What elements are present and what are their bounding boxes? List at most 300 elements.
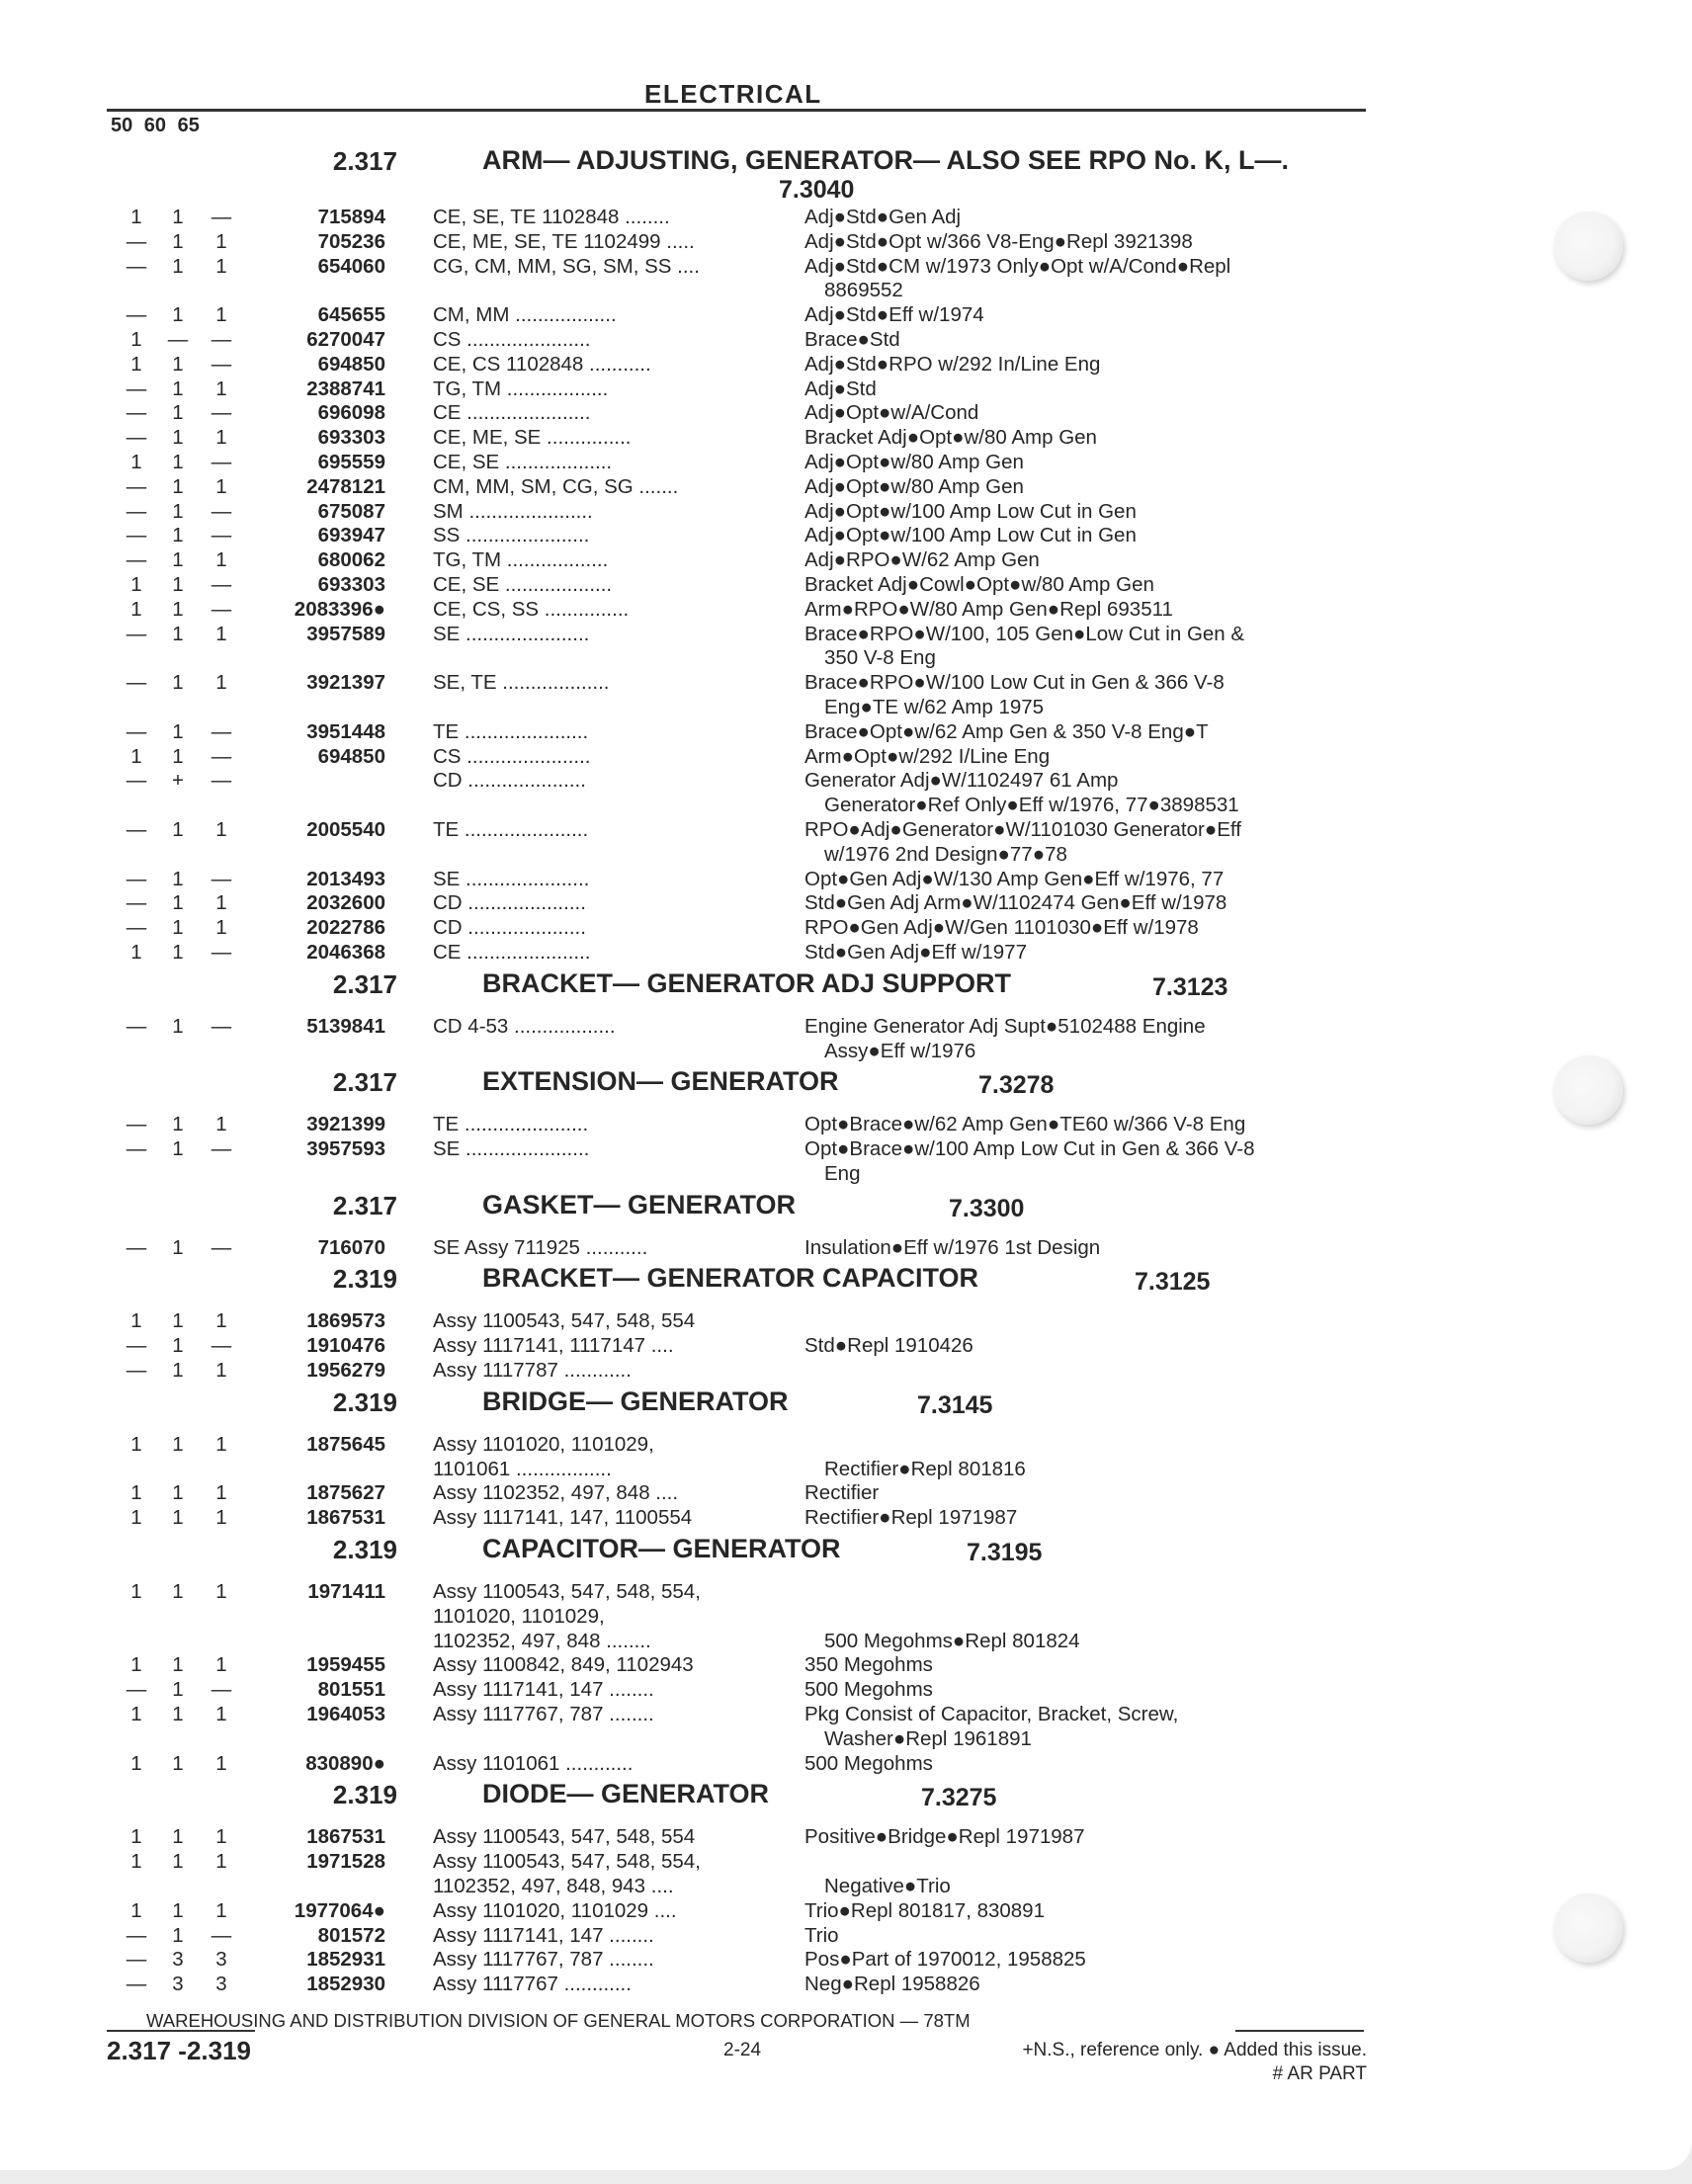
section-name: GASKET— GENERATOR	[482, 1189, 797, 1219]
qty-1950: 1	[130, 1309, 142, 1333]
model-description: TE ......................	[433, 719, 589, 743]
table-row	[0, 769, 1692, 818]
table-row	[0, 524, 1692, 548]
part-number: 3921399	[306, 1113, 385, 1136]
section-number: 2.317	[332, 1190, 397, 1220]
qty-1960: 1	[172, 940, 184, 964]
table-row	[0, 378, 1692, 402]
qty-1960: 1	[172, 548, 184, 572]
table-row	[0, 451, 1692, 475]
qty-1950: 1	[130, 1653, 142, 1677]
section-code: 7.3125	[1135, 1268, 1211, 1297]
part-number: 654060	[317, 254, 385, 278]
part-number: 694850	[317, 352, 385, 376]
part-number: 2032600	[306, 891, 385, 915]
usage-note: Opt●Brace●w/62 Amp Gen●TE60 w/366 V-8 Eng	[804, 1113, 1246, 1136]
qty-1950: —	[126, 817, 147, 841]
qty-1960: 1	[172, 303, 184, 327]
model-description: CE, CS, SS ...............	[433, 597, 630, 621]
model-description: CE, CS 1102848 ...........	[433, 352, 651, 376]
model-description: CD .....................	[433, 916, 586, 940]
model-description: Assy 1100543, 547, 548, 554	[433, 1825, 696, 1849]
table-row	[0, 1703, 1692, 1752]
part-number: 3957589	[306, 622, 385, 645]
qty-1965: 1	[215, 1309, 227, 1333]
qty-1950: —	[126, 1973, 147, 1996]
usage-note: Trio●Repl 801817, 830891	[804, 1898, 1045, 1922]
table-row	[0, 548, 1692, 573]
section-code: 7.3275	[921, 1784, 997, 1812]
footer-rule	[1235, 2030, 1364, 2032]
usage-note: Arm●RPO●W/80 Amp Gen●Repl 693511	[804, 597, 1173, 621]
qty-1950: —	[126, 769, 147, 793]
section-code: 7.3300	[949, 1194, 1025, 1222]
model-description: Assy 1117141, 147 ........	[433, 1923, 654, 1947]
usage-note: Brace●RPO●W/100, 105 Gen●Low Cut in Gen &	[804, 622, 1245, 645]
section-header	[0, 1531, 1692, 1580]
part-number: 705236	[317, 229, 385, 253]
qty-1960: 1	[172, 1014, 184, 1038]
model-description: CG, CM, MM, SG, SM, SS ....	[433, 254, 700, 278]
qty-1965: —	[211, 719, 232, 743]
qty-1965: 1	[215, 1432, 227, 1456]
qty-1965: 1	[215, 1751, 227, 1775]
model-description: CD 4-53 ..................	[433, 1014, 616, 1038]
qty-1965: 1	[215, 377, 227, 400]
part-number: 1910476	[306, 1334, 385, 1358]
table-row	[0, 1973, 1692, 1997]
qty-1960: —	[167, 327, 189, 351]
usage-note: Opt●Brace●w/100 Amp Low Cut in Gen & 366 V-8	[804, 1137, 1255, 1161]
qty-1950: —	[126, 719, 147, 743]
usage-note: Adj●Std●Eff w/1974	[804, 303, 984, 327]
qty-1960: 3	[172, 1948, 184, 1972]
part-number: 675087	[317, 499, 385, 523]
usage-note: 500 Megohms●Repl 801824	[824, 1629, 1080, 1652]
table-row	[0, 303, 1692, 328]
section-range: 2.317 -2.319	[107, 2036, 252, 2065]
section-header	[0, 1260, 1692, 1309]
qty-1960: 1	[172, 817, 184, 841]
part-number: 694850	[317, 744, 385, 768]
qty-1950: —	[126, 1014, 147, 1038]
usage-note: RPO●Adj●Generator●W/1101030 Generator●Eff	[804, 817, 1241, 841]
part-number: 1956279	[306, 1359, 385, 1383]
qty-1960: 1	[172, 352, 184, 376]
qty-1950: 1	[130, 1580, 142, 1604]
part-number: 1977064●	[294, 1898, 385, 1922]
usage-note: Trio	[804, 1923, 839, 1947]
qty-1950: —	[126, 548, 147, 572]
qty-1965: 1	[215, 891, 227, 915]
section-number: 2.319	[332, 1535, 397, 1565]
qty-1965: 1	[215, 1850, 227, 1874]
usage-note: Insulation●Eff w/1976 1st Design	[804, 1235, 1101, 1259]
usage-note: Brace●Std	[804, 327, 900, 351]
usage-note: Adj●Opt●w/A/Cond	[804, 401, 979, 425]
part-number: 645655	[317, 303, 385, 327]
part-number: 830890●	[305, 1751, 385, 1775]
qty-1965: 3	[215, 1973, 227, 1996]
model-description: SE ......................	[433, 1137, 590, 1161]
usage-note: Std●Repl 1910426	[804, 1334, 973, 1358]
qty-1965: —	[211, 1014, 232, 1038]
qty-1950: 1	[130, 1898, 142, 1922]
section-name: EXTENSION— GENERATOR	[482, 1066, 839, 1097]
usage-note: Assy●Eff w/1976	[824, 1039, 976, 1062]
qty-1960: +	[172, 769, 184, 793]
section-name: ARM— ADJUSTING, GENERATOR— ALSO SEE RPO No. K, L—.	[482, 145, 1290, 175]
table-row	[0, 1653, 1692, 1678]
model-description: CM, MM, SM, CG, SG .......	[433, 474, 679, 498]
table-row	[0, 1015, 1692, 1064]
qty-1960: 1	[172, 426, 184, 450]
part-number: 2388741	[306, 377, 385, 400]
table-row	[0, 475, 1692, 500]
qty-1965: —	[211, 744, 232, 768]
qty-1960: 1	[172, 1481, 184, 1505]
qty-1965: 1	[215, 622, 227, 645]
qty-1965: 1	[215, 426, 227, 450]
table-row	[0, 1825, 1692, 1850]
qty-1950: —	[126, 1137, 147, 1161]
qty-1950: —	[126, 254, 147, 278]
qty-1960: 1	[172, 1334, 184, 1358]
table-row	[0, 1948, 1692, 1973]
qty-1960: 1	[172, 1235, 184, 1259]
usage-note: Brace●RPO●W/100 Low Cut in Gen & 366 V-8	[804, 671, 1225, 695]
footer-division: WAREHOUSING AND DISTRIBUTION DIVISION OF GENERAL MOTORS CORPORATION — 78TM	[146, 2010, 971, 2031]
qty-1965: —	[211, 1678, 232, 1702]
part-number: 1852930	[306, 1973, 385, 1996]
qty-1950: —	[126, 303, 147, 327]
part-number: 2083396●	[294, 597, 385, 621]
qty-1960: 1	[172, 867, 184, 890]
section-name: BRACKET— GENERATOR ADJ SUPPORT	[482, 967, 1012, 998]
table-row	[0, 573, 1692, 598]
table-row	[0, 1924, 1692, 1949]
model-description: Assy 1117141, 147 ........	[433, 1678, 654, 1702]
model-description: TE ......................	[433, 1113, 589, 1136]
qty-1965: 1	[215, 1506, 227, 1530]
usage-note: Adj●RPO●W/62 Amp Gen	[804, 548, 1040, 572]
model-description: SE ......................	[433, 867, 590, 890]
qty-1965: —	[211, 1137, 232, 1161]
section-number: 2.319	[332, 1780, 397, 1810]
qty-1965: —	[211, 450, 232, 473]
section-number: 2.319	[332, 1386, 397, 1417]
page-title: ELECTRICAL	[644, 79, 822, 109]
qty-1950: —	[126, 916, 147, 940]
table-row	[0, 426, 1692, 451]
model-description: Assy 1117767, 787 ........	[433, 1703, 654, 1726]
qty-1950: 1	[130, 1703, 142, 1726]
qty-1965: 1	[215, 1359, 227, 1383]
section-code: 7.3040	[779, 176, 855, 204]
qty-1950: —	[126, 891, 147, 915]
qty-1965: —	[211, 499, 232, 523]
qty-1965: —	[211, 1334, 232, 1358]
qty-1950: 1	[130, 1850, 142, 1874]
qty-1965: 1	[215, 817, 227, 841]
part-number: 1875645	[306, 1432, 385, 1456]
part-number: 716070	[317, 1235, 385, 1259]
section-number: 2.317	[332, 1067, 397, 1098]
model-description: Assy 1117787 ............	[433, 1359, 632, 1383]
usage-note: Rectifier●Repl 1971987	[804, 1506, 1018, 1530]
model-description: CM, MM ..................	[433, 303, 617, 327]
usage-note	[804, 1605, 1397, 1630]
section-header	[0, 1776, 1692, 1825]
table-row	[0, 1236, 1692, 1261]
qty-1960: 1	[172, 1653, 184, 1677]
part-number: 2013493	[306, 867, 385, 890]
qty-1950: —	[126, 1948, 147, 1972]
model-description: CE, SE ...................	[433, 450, 613, 473]
table-row	[0, 1580, 1692, 1653]
table-row	[0, 941, 1692, 966]
model-description: TG, TM ..................	[433, 548, 609, 572]
qty-1965: —	[211, 401, 232, 425]
usage-note: Adj●Std●CM w/1973 Only●Opt w/A/Cond●Repl	[804, 254, 1231, 278]
qty-1960: 1	[172, 744, 184, 768]
part-number: 680062	[317, 548, 385, 572]
qty-1950: —	[126, 474, 147, 498]
qty-1950: —	[126, 426, 147, 450]
qty-1965: 3	[215, 1948, 227, 1972]
table-row	[0, 1678, 1692, 1703]
usage-note: 350 V-8 Eng	[824, 646, 936, 670]
qty-1965: 1	[215, 1481, 227, 1505]
usage-note: Adj●Std●RPO w/292 In/Line Eng	[804, 352, 1101, 376]
qty-1960: 1	[172, 671, 184, 695]
model-description: CE ......................	[433, 401, 591, 425]
part-number: 693303	[317, 426, 385, 450]
model-description: SE ......................	[433, 622, 590, 645]
part-number: 801572	[317, 1923, 385, 1947]
model-description: SS ......................	[433, 524, 590, 547]
qty-1950: 1	[130, 206, 142, 228]
qty-1965: 1	[215, 1898, 227, 1922]
section-header	[0, 1384, 1692, 1433]
qty-1950: 1	[130, 572, 142, 596]
usage-note	[804, 1850, 1378, 1875]
usage-note: 500 Megohms	[804, 1751, 933, 1775]
section-code: 7.3278	[978, 1071, 1055, 1100]
qty-1960: 1	[172, 1113, 184, 1136]
table-row	[0, 598, 1692, 623]
qty-1960: 1	[172, 622, 184, 645]
section-name: BRIDGE— GENERATOR	[482, 1386, 789, 1416]
model-description: Assy 1117767 ............	[433, 1973, 632, 1996]
qty-1965: —	[211, 940, 232, 964]
part-number: 3957593	[306, 1137, 385, 1161]
qty-1950: —	[126, 1235, 147, 1259]
usage-note: Adj●Opt●w/100 Amp Low Cut in Gen	[804, 524, 1137, 547]
qty-1960: 1	[172, 206, 184, 228]
section-code: 7.3123	[1152, 972, 1228, 1001]
qty-1960: 1	[172, 891, 184, 915]
usage-note: Adj●Opt●w/100 Amp Low Cut in Gen	[804, 499, 1137, 523]
table-row	[0, 255, 1692, 304]
qty-1950: —	[126, 401, 147, 425]
table-row	[0, 891, 1692, 916]
section-name: DIODE— GENERATOR	[482, 1779, 770, 1809]
part-number: 715894	[317, 206, 385, 228]
section-name: CAPACITOR— GENERATOR	[482, 1534, 841, 1564]
usage-note: Opt●Gen Adj●W/130 Amp Gen●Eff w/1976, 77	[804, 867, 1225, 890]
usage-note: Washer●Repl 1961891	[824, 1726, 1032, 1750]
part-number: 6270047	[306, 327, 385, 351]
usage-note: Bracket Adj●Opt●w/80 Amp Gen	[804, 426, 1097, 450]
table-row	[0, 868, 1692, 892]
qty-1960: 1	[172, 450, 184, 473]
part-number: 1971528	[306, 1850, 385, 1874]
part-number: 3951448	[306, 719, 385, 743]
model-description: Assy 1117767, 787 ........	[433, 1948, 654, 1972]
qty-1960: 1	[172, 1678, 184, 1702]
part-number: 696098	[317, 401, 385, 425]
qty-1960: 1	[172, 1506, 184, 1530]
qty-1960: 1	[172, 1825, 184, 1849]
qty-1950: 1	[130, 1481, 142, 1505]
table-row	[0, 1481, 1692, 1506]
model-description: Assy 1100543, 547, 548, 554	[433, 1309, 696, 1333]
usage-note: Negative●Trio	[824, 1875, 951, 1898]
qty-1950: 1	[130, 940, 142, 964]
qty-1965: —	[211, 327, 232, 351]
qty-1950: —	[126, 1334, 147, 1358]
model-description: TE ......................	[433, 817, 589, 841]
qty-1950: 1	[130, 1825, 142, 1849]
part-number: 3921397	[306, 671, 385, 695]
table-row	[0, 500, 1692, 525]
qty-1950: 1	[130, 352, 142, 376]
qty-1960: 1	[172, 1850, 184, 1874]
table-row	[0, 1113, 1692, 1137]
usage-note: Rectifier	[804, 1481, 880, 1505]
qty-1960: 1	[172, 1898, 184, 1922]
model-description: Assy 1101020, 1101029, 1101061 .................	[433, 1432, 654, 1480]
table-row	[0, 1309, 1692, 1334]
qty-1950: —	[126, 867, 147, 890]
usage-note: Brace●Opt●w/62 Amp Gen & 350 V-8 Eng●T	[804, 719, 1209, 743]
usage-note	[804, 1580, 1378, 1605]
model-description: CD .....................	[433, 891, 586, 915]
model-description: Assy 1102352, 497, 848 ....	[433, 1481, 679, 1505]
qty-1950: 1	[130, 1506, 142, 1530]
table-row	[0, 401, 1692, 426]
usage-note: Adj●Std●Gen Adj	[804, 206, 962, 228]
model-description: CD .....................	[433, 769, 586, 793]
qty-1950: —	[126, 671, 147, 695]
qty-1965: 1	[215, 1580, 227, 1604]
table-row	[0, 1850, 1692, 1899]
section-code: 7.3145	[917, 1390, 993, 1419]
model-description: Assy 1117141, 147, 1100554	[433, 1506, 693, 1530]
part-number: 693947	[317, 524, 385, 547]
part-number: 1867531	[306, 1506, 385, 1530]
qty-1950: 1	[130, 450, 142, 473]
model-description: CE, SE ...................	[433, 572, 613, 596]
part-number: 1964053	[306, 1703, 385, 1726]
part-number: 1971411	[307, 1580, 385, 1604]
section-number: 2.319	[332, 1264, 397, 1295]
qty-1965: —	[211, 1923, 232, 1947]
qty-1965: —	[211, 597, 232, 621]
legend: +N.S., reference only. ● Added this issue.	[1022, 2040, 1367, 2060]
table-row	[0, 916, 1692, 941]
qty-1960: 1	[172, 572, 184, 596]
model-description: SM ......................	[433, 499, 593, 523]
qty-1965: 1	[215, 229, 227, 253]
qty-1960: 1	[172, 524, 184, 547]
usage-note: Adj●Std	[804, 377, 877, 400]
section-name: BRACKET— GENERATOR CAPACITOR	[482, 1263, 979, 1294]
usage-note	[804, 1433, 1378, 1458]
table-row	[0, 720, 1692, 745]
usage-note: Neg●Repl 1958826	[804, 1973, 980, 1996]
part-number: 1869573	[306, 1309, 385, 1333]
usage-note: Pkg Consist of Capacitor, Bracket, Screw,	[804, 1703, 1179, 1726]
part-number: 695559	[317, 450, 385, 473]
qty-1965: 1	[215, 671, 227, 695]
header-rule	[107, 109, 1366, 112]
model-description: CE, ME, SE ...............	[433, 426, 632, 450]
table-row	[0, 1752, 1692, 1777]
qty-1965: 1	[215, 1825, 227, 1849]
qty-1965: 1	[215, 254, 227, 278]
model-description: SE Assy 711925 ...........	[433, 1235, 648, 1259]
model-description: Assy 1101061 ............	[433, 1751, 634, 1775]
part-number: 801551	[317, 1678, 385, 1702]
qty-1950: —	[126, 524, 147, 547]
table-row	[0, 206, 1692, 230]
qty-1965: 1	[215, 1113, 227, 1136]
usage-note: RPO●Gen Adj●W/Gen 1101030●Eff w/1978	[804, 916, 1199, 940]
qty-1965: —	[211, 524, 232, 547]
qty-1960: 1	[172, 1432, 184, 1456]
qty-1960: 1	[172, 1580, 184, 1604]
part-number: 1852931	[306, 1948, 385, 1972]
qty-1965: —	[211, 206, 232, 228]
model-description: TG, TM ..................	[433, 377, 609, 400]
usage-note: Engine Generator Adj Supt●5102488 Engine	[804, 1014, 1206, 1038]
usage-note	[804, 1309, 1378, 1334]
part-number: 1959455	[306, 1653, 385, 1677]
section-number: 2.317	[332, 968, 397, 999]
table-row	[0, 1334, 1692, 1359]
usage-note: Pos●Part of 1970012, 1958825	[804, 1948, 1086, 1972]
usage-note: Adj●Opt●w/80 Amp Gen	[804, 474, 1024, 498]
model-description: CE ......................	[433, 940, 591, 964]
parts-list	[0, 142, 1692, 2003]
table-row	[0, 1359, 1692, 1384]
usage-note: Adj●Opt●w/80 Amp Gen	[804, 450, 1024, 473]
qty-1960: 1	[172, 1923, 184, 1947]
qty-1960: 1	[172, 474, 184, 498]
qty-1960: 1	[172, 1751, 184, 1775]
model-description: CE, ME, SE, TE 1102499 .....	[433, 229, 695, 253]
table-row	[0, 1899, 1692, 1924]
usage-note: Eng●TE w/62 Amp 1975	[824, 695, 1045, 718]
table-row	[0, 353, 1692, 378]
qty-1960: 1	[172, 401, 184, 425]
qty-1960: 1	[172, 597, 184, 621]
model-description: Assy 1101020, 1101029 ....	[433, 1898, 677, 1922]
qty-1965: 1	[215, 474, 227, 498]
qty-1960: 3	[172, 1973, 184, 1996]
